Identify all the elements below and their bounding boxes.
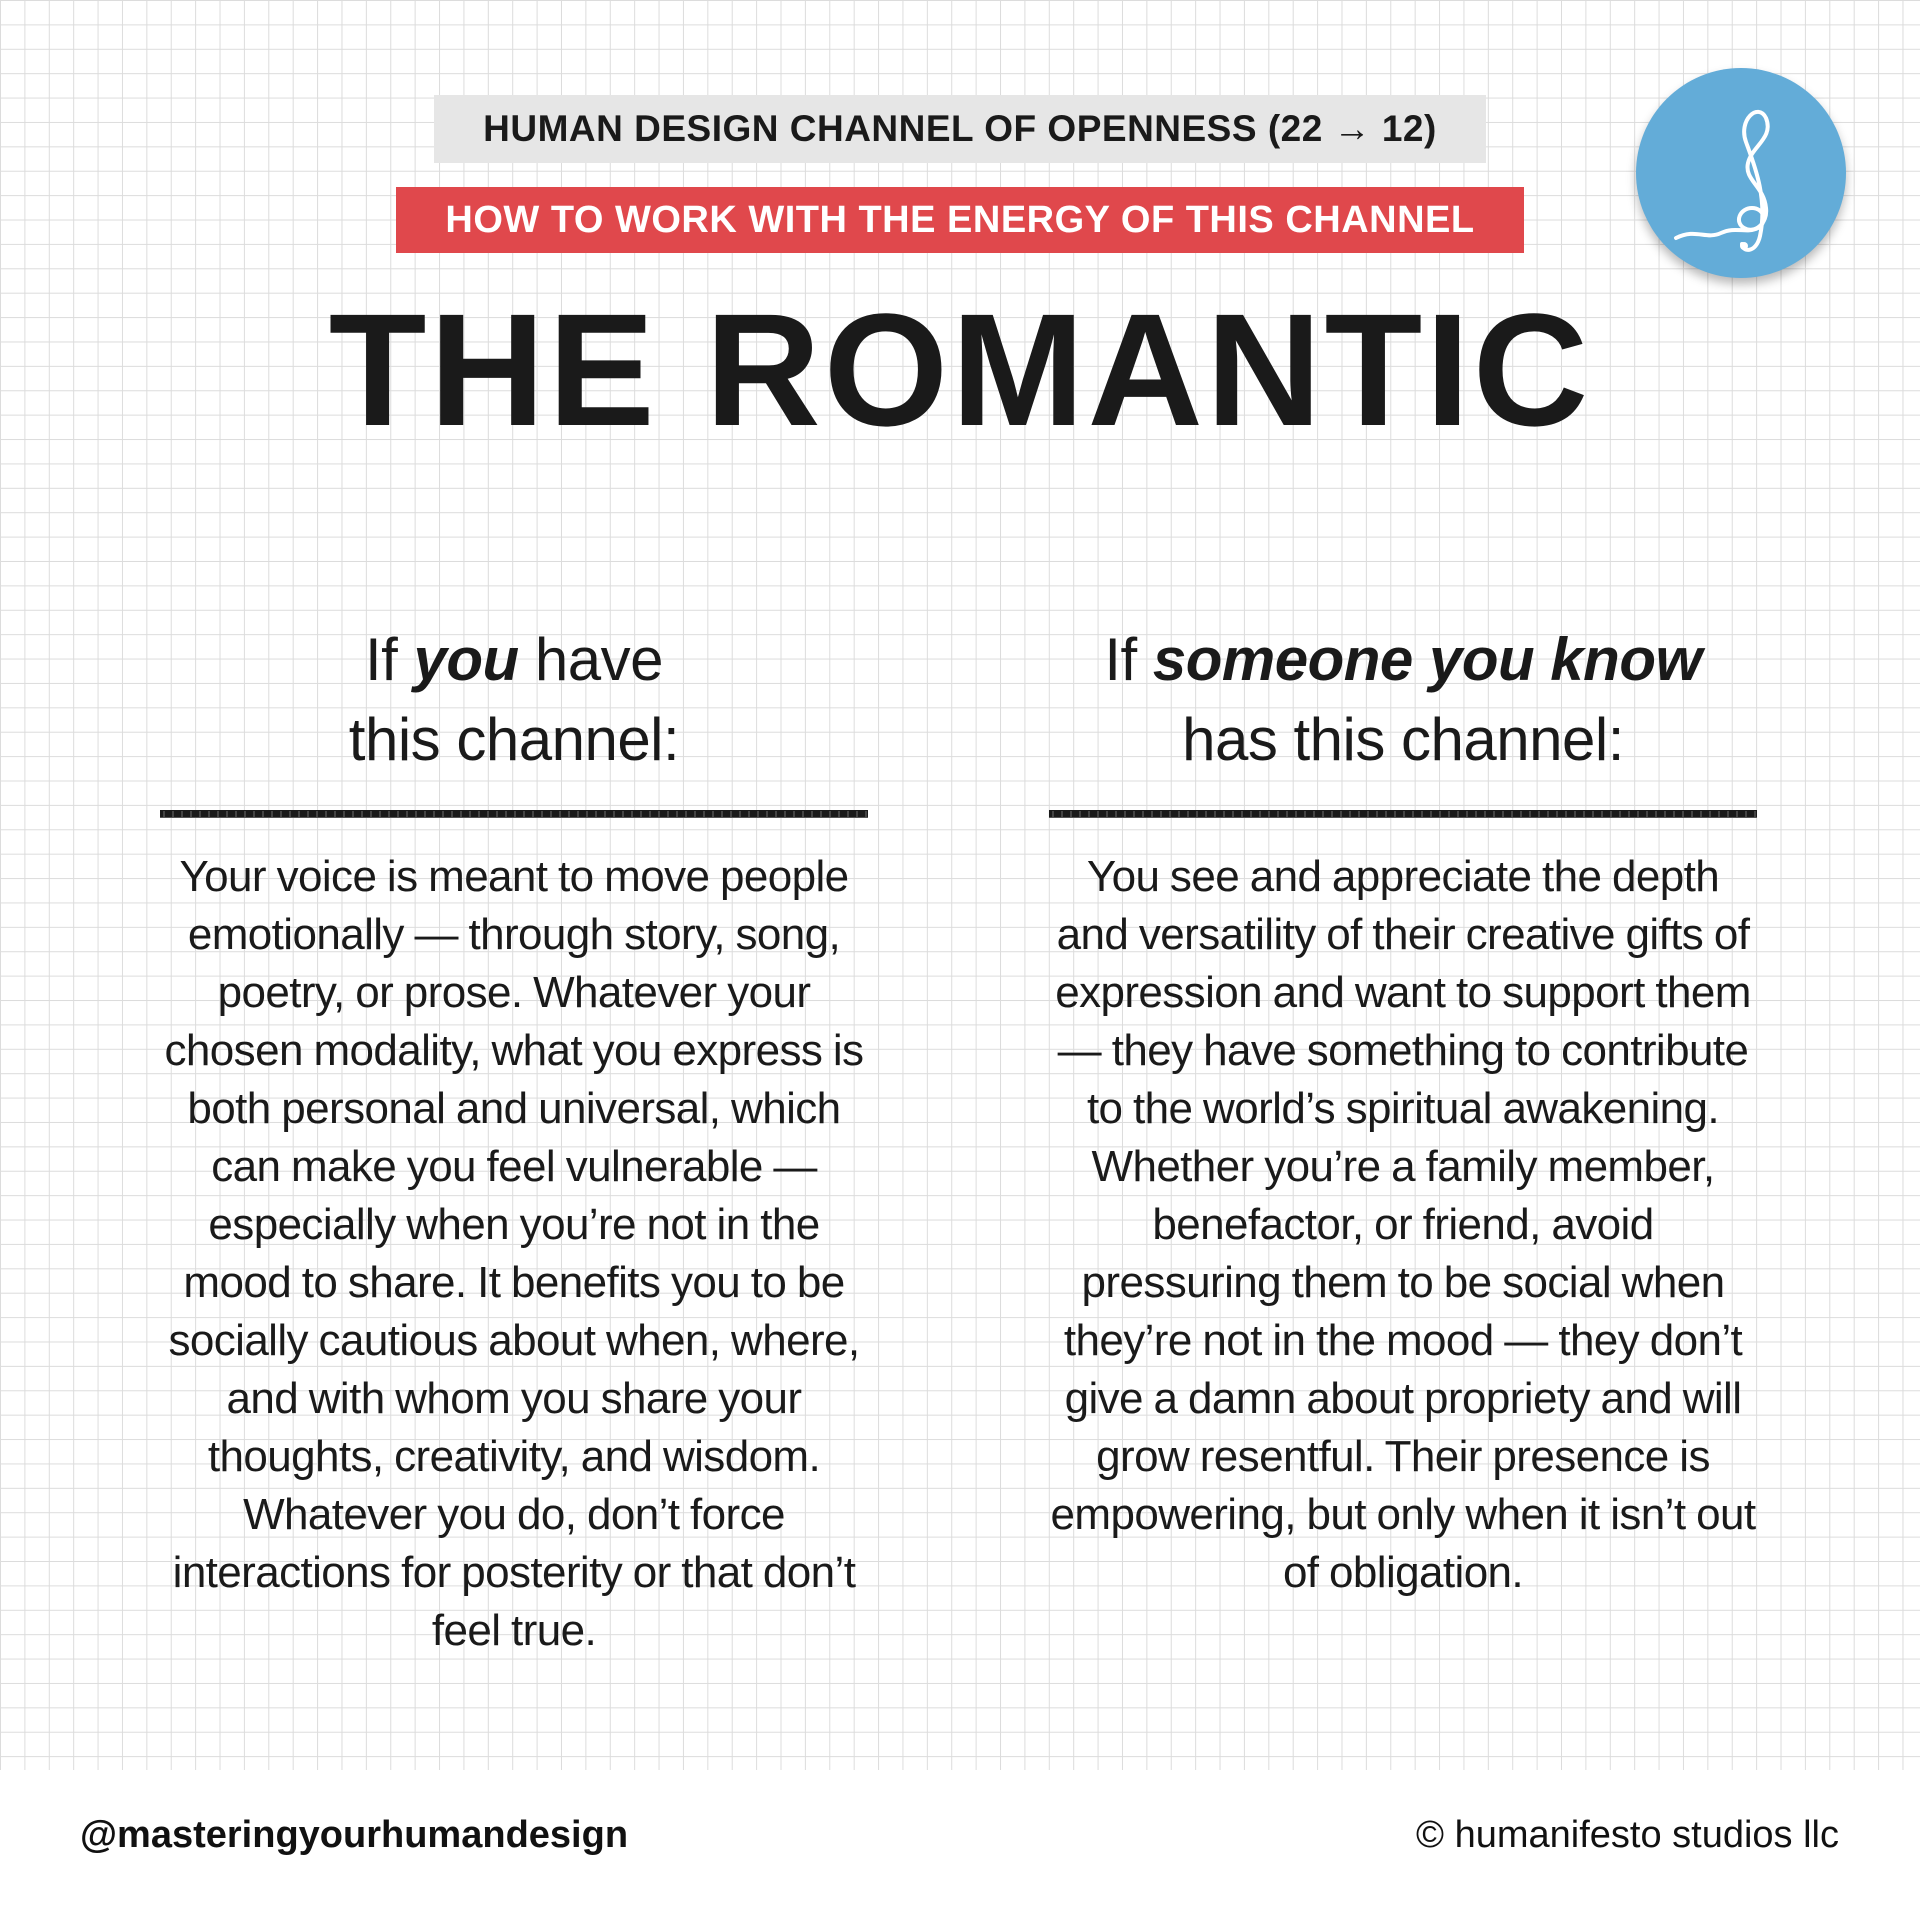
left-divider (160, 810, 868, 818)
left-column (160, 620, 868, 1660)
left-heading-pre: If (365, 626, 414, 693)
left-heading-post: have (518, 626, 663, 693)
left-body-text: Your voice is meant to move people emotionally — through story, song, poetry, or prose. Whatever your chosen modality, what you express is both personal and universal, which can make you feel vulnerable — especially when you’re not in the mood to share. It benefits you to be socially cautious about when, where, and with whom you share your thoughts, creativity, and wisdom. Whatever you do, don’t force interactions for posterity or that don’t feel true. (164, 852, 864, 1655)
instruction-banner (396, 187, 1524, 253)
page-title: THE ROMANTIC (328, 280, 1592, 459)
right-heading (1049, 620, 1757, 780)
right-heading-emphasis: someone you know (1152, 626, 1702, 693)
right-column (1049, 620, 1757, 1602)
instruction-banner-text: HOW TO WORK WITH THE ENERGY OF THIS CHANNEL (445, 198, 1475, 241)
left-heading-emphasis: you (413, 626, 519, 693)
right-body-text: You see and appreciate the depth and versatility of their creative gifts of expression and want to support them — they have something to contribute to the world’s spiritual awakening. Whether you’re a family member, benefactor, or friend, avoid pressuring them to be social when they’re not in the mood — they don’t give a damn about propriety and will grow resentful. Their presence is empowering, but only when it isn’t out of obligation. (1050, 852, 1756, 1597)
copyright-notice: © humanifesto studios llc (1416, 1814, 1839, 1856)
social-handle: @masteringyourhumandesign (80, 1814, 629, 1856)
channel-subtitle-text: HUMAN DESIGN CHANNEL OF OPENNESS (22 → 12) (483, 108, 1437, 149)
right-heading-line2: has this channel: (1182, 706, 1624, 773)
right-divider (1049, 810, 1757, 818)
right-heading-pre: If (1104, 626, 1153, 693)
channel-badge (1636, 68, 1846, 278)
channel-subtitle-label (434, 95, 1486, 163)
left-heading-line2: this channel: (348, 706, 680, 773)
treble-clef-icon (1636, 68, 1846, 278)
left-heading (160, 620, 868, 780)
